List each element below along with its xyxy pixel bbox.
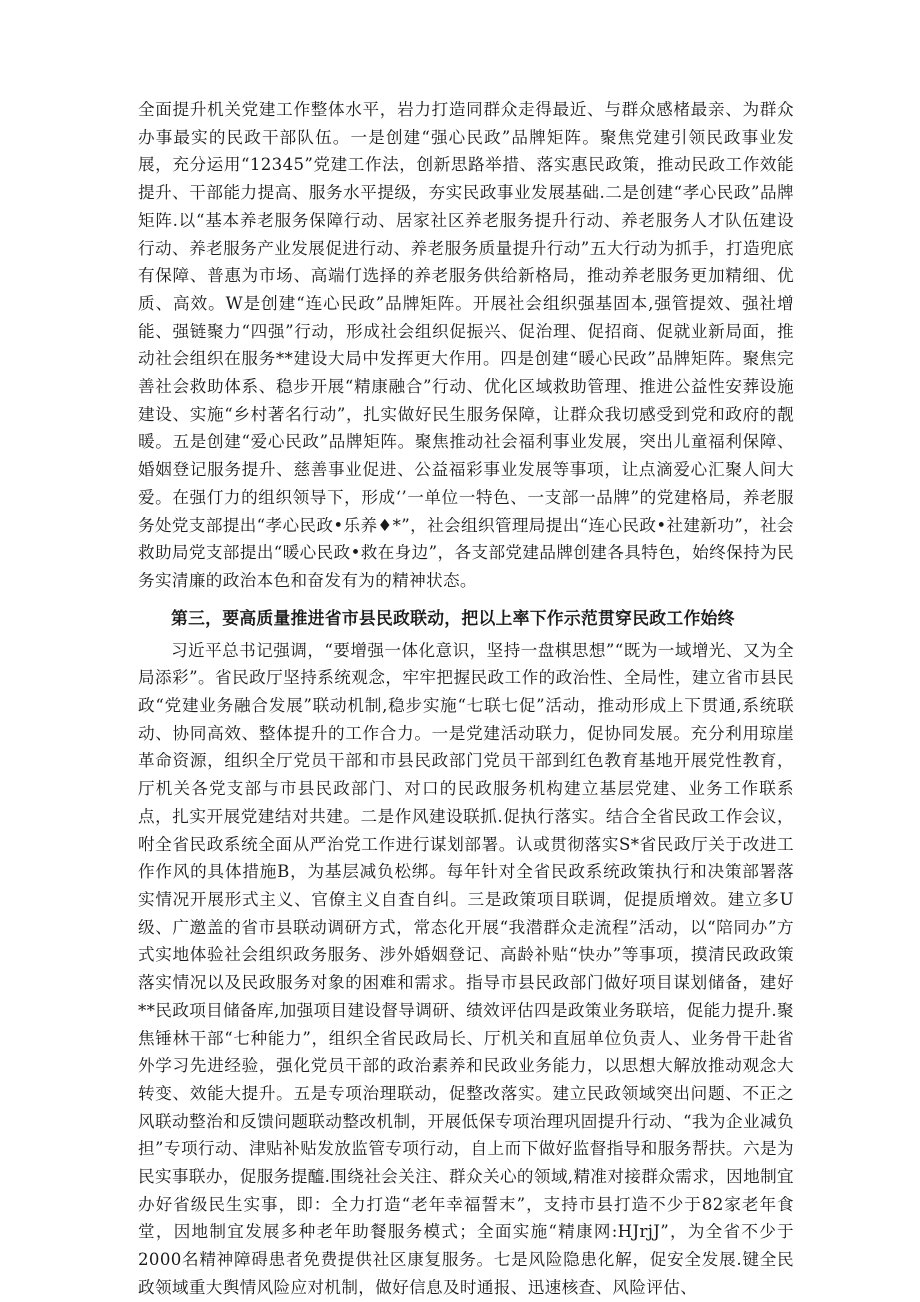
body-paragraph-civil-affairs-linkage: 习近平总书记强调，“要增强一体化意识，坚持一盘棋思想”“既为一域增光、又为全局添彩”。省民政厅坚持系统观念，牢牢把握民政工作的政治性、全局性，建立省市县民政“党建业务融合发展”联动机制,稳步实施“七联七促”活动，推动形成上下贯通,系统联动、协同高效、整体提升的工作合力。一是党建活动联力，促协同发展。充分利用琼崖革命资源，组织全厅党员干部和市县民政部门党员干部到红色教育基地开展党性教育，厅机关各党支部与市县民政部门、对口的民政服务机构建立基层党建、业务工作联系点，扎实开展党建结对共建。二是作风建设联抓.促执行落实。结合全省民政工作会议，咐全省民政系统全面从严治党工作进行谋划部署。认或贯彻落实S*省民政厅关于改进工作作风的具体措施B，为基层减负松绑。每年针对全省民政系统政策执行和决策部署落实情况开展形式主义、官僚主义自査自纠。三是政策项目联调，促提质增效。建立多U级、广邀盖的省市县联动调研方式，常态化开展“我潜群众走流程”活动，以“陪同办”方式实地体验社会组织政务服务、涉外婚姻登记、高龄补贴“快办”等事项，摸清民政政策落实情况以及民政服务对象的困难和需求。指导市县民政部门做好项目谋划储备，建好**民政项目储备库,加强项目建设督导调研、绩效评估四是政策业务联培，促能力提升.聚焦锤林干部“七种能力”，组织全省民政局长、厅机关和直屈单位负责人、业务骨干赴省外学习先进经验，强化党员干部的政治素养和民政业务能力，以思想大解放推动观念大转变、效能大提升。五是专项治理联动，促整改落实。建立民政领域突出问题、不正之风联动整治和反馈问题联动整改机制，开展低保专项治理巩固提升行动、“我为企业减负担”专项行动、津贴补贴发放监管专项行动，自上而下做好监督指导和服务帮扶。六是为民实事联办，促服务提醯.围绕社会关注、群众关心的领域,精准对接群众需求，因地制宜办好省级民生实事，即：全力打造“老年幸福誓末”，支持市县打造不少于82家老年食堂，因地制宜发展多种老年助餐服务模式；全面实施“精康网:HJrjJ”，为全省不少于2000名精神障碍患者免费提供社区康复服务。七是风险隐患化解，促安全发展.键全民政领域重大舆情风险应对机制，做好信息及时通报、迅速核查、风险评估、 bbox=[138, 640, 794, 1297]
body-paragraph-party-building-brands: 全面提升机关党建工作整体水平，岩力打造同群众走得最近、与群众感楮最亲、为群众办事最实的民政干部队伍。一是创建“强心民政”品牌矩阵。聚焦党建引领民政事业发展，充分运用“12345”党建工作法，创新思路举措、落实惠民政策，推动民政工作效能提升、干部能力提高、服务水平提级，夯实民政事业发展基础.二是创建“孝心民政”品牌矩阵.以“基本养老服务保障行动、居家社区养老服务提升行动、养老服务人才队伍建设行动、养老服务产业发展促进行动、养老服务质量提升行动”五大行动为抓手，打造兜底有保障、普惠为市场、高端仃选择的养老服务供给新格局，推动养老服务更加精细、优质、高效。W是创建“连心民政”品牌矩阵。开展社会组织强基固本,强管提效、强社增能、强链聚力“四强”行动，形成社会组织促振兴、促治理、促招商、促就业新局面，推动社会组织在服务**建设大局中发挥更大作用。四是创建“暖心民政”品牌矩阵。聚焦完善社会救助体系、稳步开展“精康融合”行动、优化区域救助管理、推进公益性安葬设施建设、实施“乡村著名行动”，扎实做好民生服务保障，让群众我切感受到党和政府的靓暖。五是创建“爱心民政”品牌矩阵。聚焦推动社会福利事业发展，突出儿童福利保障、婚姻登记服务提升、慈善事业促进、公益福彩事业发展等事项，让点滴爱心汇聚人间大爱。在强仃力的组织领导下，形成‘’一单位一特色、一支部一品牌”的党建格局，养老服务处党支部提出“孝心民政•乐养♦*”，社会组织管理局提出“连心民政•社建新功”，社会救助局党支部提出“暖心民政•救在身边”，各支部党建品牌创建各具特色，始终保持为民务实清廉的政治本色和奋发有为的精神状态。 bbox=[138, 100, 794, 590]
document-page bbox=[138, 96, 794, 1302]
section-heading-third: 第三，要高质量推进省市县民政联动，把以上率下作示范贯穿民政工作始终 bbox=[171, 607, 735, 628]
